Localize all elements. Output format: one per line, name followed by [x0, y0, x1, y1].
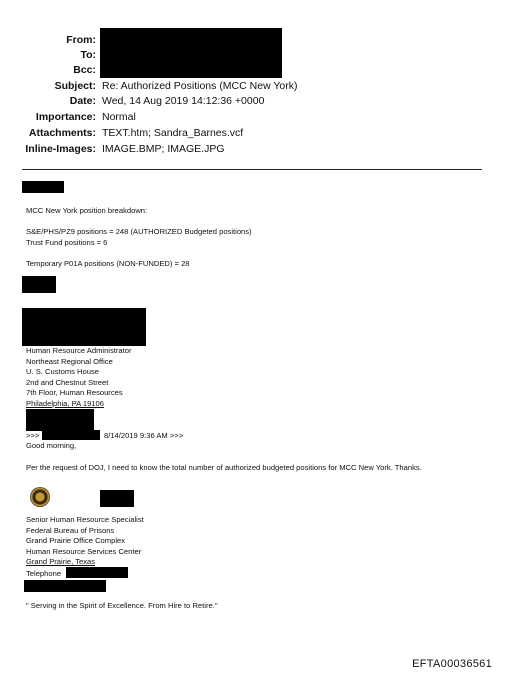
redaction-quoted-sender [42, 430, 100, 440]
signature-block-1 [26, 346, 132, 410]
importance-label: Importance: [35, 111, 96, 123]
greeting-line: Good morning, [26, 441, 77, 450]
subject-value: Re: Authorized Positions (MCC New York) [102, 80, 298, 92]
signature2-line: Grand Prairie, Texas [26, 557, 96, 567]
trust-fund-line: Trust Fund positions = 6 [26, 238, 108, 247]
signature1-line: Human Resource Administrator [26, 346, 132, 355]
date-value: Wed, 14 Aug 2019 14:12:36 +0000 [102, 95, 265, 107]
signature1-line: Philadelphia, PA 19106 [26, 398, 104, 408]
to-label: To: [80, 49, 96, 61]
temporary-positions-line: Temporary P01A positions (NON-FUNDED) = 28 [26, 259, 190, 268]
agency-seal-logo [30, 487, 50, 507]
signature1-line: U. S. Customs House [26, 367, 100, 377]
telephone-label: Telephone [26, 569, 62, 578]
motto-line: " Serving in the Spirit of Excellence. From Hire to Retire." [26, 601, 218, 610]
attachments-label: Attachments: [28, 127, 96, 139]
importance-value: Normal [102, 111, 136, 123]
inline-images-label: Inline-Images: [25, 143, 96, 155]
date-label: Date: [69, 95, 96, 107]
redaction-greeting [22, 181, 64, 193]
bcc-label: Bcc: [73, 64, 96, 76]
redaction-extra [24, 580, 106, 592]
signature2-line: Human Resource Services Center [26, 546, 142, 556]
quote-prefix: >>> [26, 431, 40, 440]
attachments-value: TEXT.htm; Sandra_Barnes.vcf [102, 127, 244, 139]
signature-block-2 [26, 515, 144, 568]
redaction-phone [26, 409, 94, 431]
redaction-recipients [100, 28, 282, 78]
signature2-line: Senior Human Resource Specialist [26, 515, 144, 524]
subject-label: Subject: [54, 80, 96, 92]
redaction-specialist-name [100, 490, 134, 507]
from-label: From: [66, 34, 96, 46]
quote-timestamp: 8/14/2019 9:36 AM >>> [104, 431, 184, 440]
signature2-line: Federal Bureau of Prisons [26, 525, 115, 535]
header-divider [22, 169, 482, 170]
signature1-line: 2nd and Chestnut Street [26, 377, 109, 387]
inline-images-value: IMAGE.BMP; IMAGE.JPG [102, 143, 225, 155]
signature1-line: Northeast Regional Office [26, 356, 113, 366]
request-line: Per the request of DOJ, I need to know the total number of authorized budgeted positions for MCC New York. Thanks. [26, 463, 422, 472]
redaction-sender-name [22, 308, 146, 346]
signature1-line: 7th Floor, Human Resources [26, 388, 123, 398]
breakdown-title: MCC New York position breakdown: [26, 206, 148, 215]
se-positions-line: S&E/PHS/PZ9 positions = 248 (AUTHORIZED Budgeted positions) [26, 227, 252, 236]
redaction-signoff [22, 276, 56, 293]
document-id: EFTA00036561 [412, 658, 492, 670]
signature2-line: Grand Prairie Office Complex [26, 536, 126, 546]
redaction-telephone [66, 567, 128, 578]
